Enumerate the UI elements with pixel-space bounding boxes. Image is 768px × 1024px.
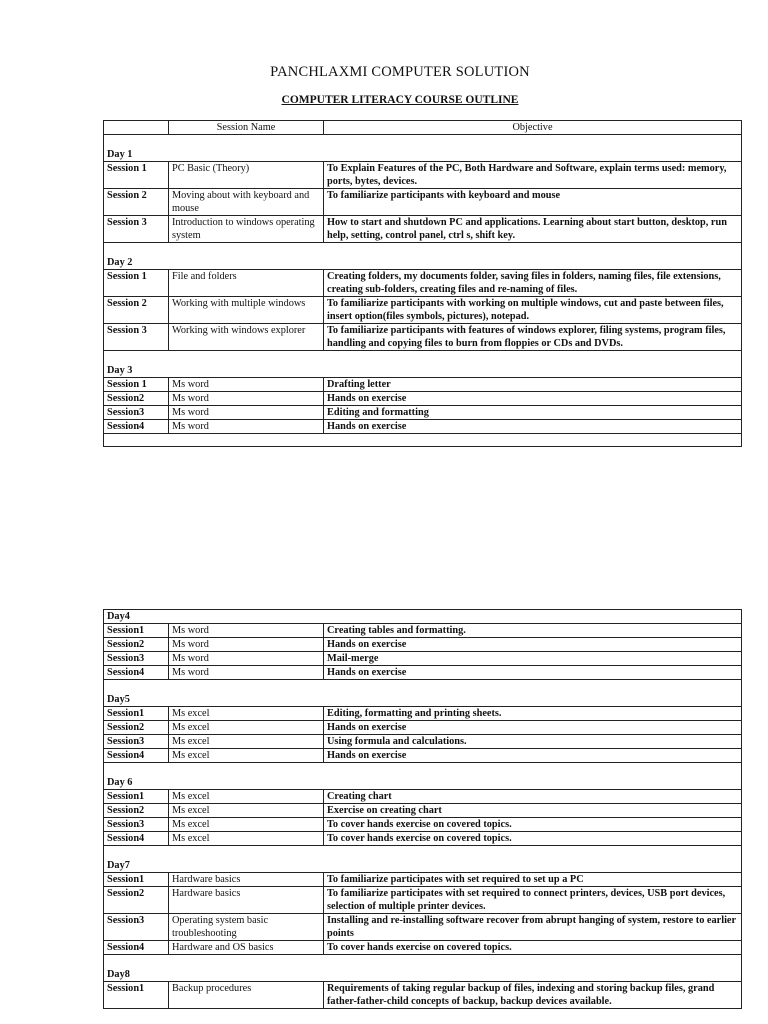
session-objective: To familiarize participates with set required to set up a PC <box>324 873 742 887</box>
session-objective: Editing, formatting and printing sheets. <box>324 707 742 721</box>
session-name: Ms word <box>169 420 324 434</box>
session-objective: Mail-merge <box>324 652 742 666</box>
session-objective: To cover hands exercise on covered topics. <box>324 818 742 832</box>
session-objective: Editing and formatting <box>324 406 742 420</box>
blank-cell <box>104 434 742 447</box>
day-row <box>104 846 742 873</box>
table-row <box>104 324 742 351</box>
session-name: Ms word <box>169 406 324 420</box>
session-label: Session4 <box>104 420 169 434</box>
session-name: Ms word <box>169 666 324 680</box>
session-name: Ms excel <box>169 721 324 735</box>
table-row <box>104 392 742 406</box>
session-name: File and folders <box>169 270 324 297</box>
session-name: Working with multiple windows <box>169 297 324 324</box>
document-subtitle: COMPUTER LITERACY COURSE OUTLINE <box>281 94 519 106</box>
session-label: Session1 <box>104 624 169 638</box>
session-label: Session3 <box>104 818 169 832</box>
table-row <box>104 873 742 887</box>
table-row <box>104 887 742 914</box>
session-label: Session 3 <box>104 216 169 243</box>
table-row <box>104 735 742 749</box>
table-row <box>104 790 742 804</box>
session-name: Hardware basics <box>169 873 324 887</box>
table-row <box>104 982 742 1009</box>
session-name: Ms word <box>169 378 324 392</box>
table-row <box>104 914 742 941</box>
table-row <box>104 189 742 216</box>
session-label: Session 2 <box>104 189 169 216</box>
session-objective: To cover hands exercise on covered topics. <box>324 941 742 955</box>
session-name: Ms excel <box>169 790 324 804</box>
session-name: Moving about with keyboard and mouse <box>169 189 324 216</box>
session-label: Session4 <box>104 941 169 955</box>
session-label: Session3 <box>104 735 169 749</box>
session-label: Session2 <box>104 804 169 818</box>
blank-row <box>104 434 742 447</box>
session-objective: To familiarize participants with keyboard and mouse <box>324 189 742 216</box>
session-label: Session1 <box>104 790 169 804</box>
session-name: Operating system basic troubleshooting <box>169 914 324 941</box>
header-cell-objective: Objective <box>324 121 742 135</box>
session-label: Session4 <box>104 749 169 763</box>
session-label: Session 1 <box>104 162 169 189</box>
session-name: Ms excel <box>169 707 324 721</box>
session-label: Session1 <box>104 707 169 721</box>
session-objective: Hands on exercise <box>324 666 742 680</box>
day-row <box>104 763 742 790</box>
table-row <box>104 666 742 680</box>
header-cell-session <box>104 121 169 135</box>
day-label: Day 1 <box>104 135 742 162</box>
session-name: Ms word <box>169 624 324 638</box>
session-objective: Hands on exercise <box>324 392 742 406</box>
session-label: Session4 <box>104 666 169 680</box>
header-cell-session-name: Session Name <box>169 121 324 135</box>
session-label: Session 1 <box>104 270 169 297</box>
session-label: Session2 <box>104 638 169 652</box>
session-label: Session2 <box>104 887 169 914</box>
session-objective: To familiarize participants with features of windows explorer, filing systems, program files, handling and copying files to burn from floppies or CDs and DVDs. <box>324 324 742 351</box>
table-row <box>104 832 742 846</box>
table-row <box>104 162 742 189</box>
table-row <box>104 941 742 955</box>
session-label: Session3 <box>104 406 169 420</box>
session-label: Session2 <box>104 392 169 406</box>
session-objective: Creating chart <box>324 790 742 804</box>
session-name: Ms excel <box>169 749 324 763</box>
session-objective: Creating tables and formatting. <box>324 624 742 638</box>
table-header-row <box>104 121 742 135</box>
table-row <box>104 297 742 324</box>
session-objective: How to start and shutdown PC and applications. Learning about start button, desktop, run help, setting, control panel, ctrl s, shift key. <box>324 216 742 243</box>
session-label: Session3 <box>104 652 169 666</box>
session-objective: Exercise on creating chart <box>324 804 742 818</box>
table-row <box>104 270 742 297</box>
day-label: Day8 <box>104 955 742 982</box>
table-row <box>104 749 742 763</box>
day-label: Day5 <box>104 680 742 707</box>
session-name: Ms excel <box>169 818 324 832</box>
session-label: Session1 <box>104 873 169 887</box>
table-row <box>104 216 742 243</box>
session-label: Session2 <box>104 721 169 735</box>
session-objective: Using formula and calculations. <box>324 735 742 749</box>
session-label: Session 2 <box>104 297 169 324</box>
session-objective: Hands on exercise <box>324 749 742 763</box>
day-row <box>104 610 742 624</box>
session-name: Ms excel <box>169 735 324 749</box>
table-row <box>104 420 742 434</box>
session-objective: Hands on exercise <box>324 638 742 652</box>
day-label: Day4 <box>104 610 742 624</box>
session-name: Hardware basics <box>169 887 324 914</box>
course-outline-table-part2 <box>103 609 742 1009</box>
course-outline-table-part1 <box>103 120 742 447</box>
day-row <box>104 243 742 270</box>
session-objective: Installing and re-installing software recover from abrupt hanging of system, restore to earlier points <box>324 914 742 941</box>
session-name: Ms excel <box>169 804 324 818</box>
day-label: Day 2 <box>104 243 742 270</box>
day-label: Day7 <box>104 846 742 873</box>
table-row <box>104 652 742 666</box>
day-label: Day 6 <box>104 763 742 790</box>
session-name: Ms word <box>169 652 324 666</box>
table-row <box>104 406 742 420</box>
table-row <box>104 624 742 638</box>
table-row <box>104 378 742 392</box>
session-objective: To Explain Features of the PC, Both Hardware and Software, explain terms used: memory, ports, bytes, devices. <box>324 162 742 189</box>
day-row <box>104 351 742 378</box>
session-name: PC Basic (Theory) <box>169 162 324 189</box>
session-label: Session4 <box>104 832 169 846</box>
session-objective: Hands on exercise <box>324 420 742 434</box>
session-name: Backup procedures <box>169 982 324 1009</box>
session-name: Ms word <box>169 392 324 406</box>
table-row <box>104 707 742 721</box>
session-name: Introduction to windows operating system <box>169 216 324 243</box>
session-objective: Hands on exercise <box>324 721 742 735</box>
document-title: PANCHLAXMI COMPUTER SOLUTION <box>270 64 530 80</box>
session-name: Hardware and OS basics <box>169 941 324 955</box>
table-row <box>104 638 742 652</box>
session-objective: To familiarize participants with working on multiple windows, cut and paste between files, insert option(files symbols, pictures), notepad. <box>324 297 742 324</box>
session-label: Session 3 <box>104 324 169 351</box>
day-row <box>104 955 742 982</box>
session-objective: Creating folders, my documents folder, saving files in folders, naming files, file extensions, creating sub-folders, creating files and re-naming of files. <box>324 270 742 297</box>
session-name: Ms excel <box>169 832 324 846</box>
table-row <box>104 804 742 818</box>
day-row <box>104 135 742 162</box>
session-name: Ms word <box>169 638 324 652</box>
session-label: Session1 <box>104 982 169 1009</box>
session-label: Session3 <box>104 914 169 941</box>
day-label: Day 3 <box>104 351 742 378</box>
table-row <box>104 721 742 735</box>
session-name: Working with windows explorer <box>169 324 324 351</box>
session-label: Session 1 <box>104 378 169 392</box>
session-objective: To cover hands exercise on covered topics. <box>324 832 742 846</box>
session-objective: Drafting letter <box>324 378 742 392</box>
session-objective: To familiarize participates with set required to connect printers, devices, USB port devices, selection of multiple printer devices. <box>324 887 742 914</box>
session-objective: Requirements of taking regular backup of files, indexing and storing backup files, grand father-father-child concepts of backup, backup devices available. <box>324 982 742 1009</box>
table-row <box>104 818 742 832</box>
day-row <box>104 680 742 707</box>
